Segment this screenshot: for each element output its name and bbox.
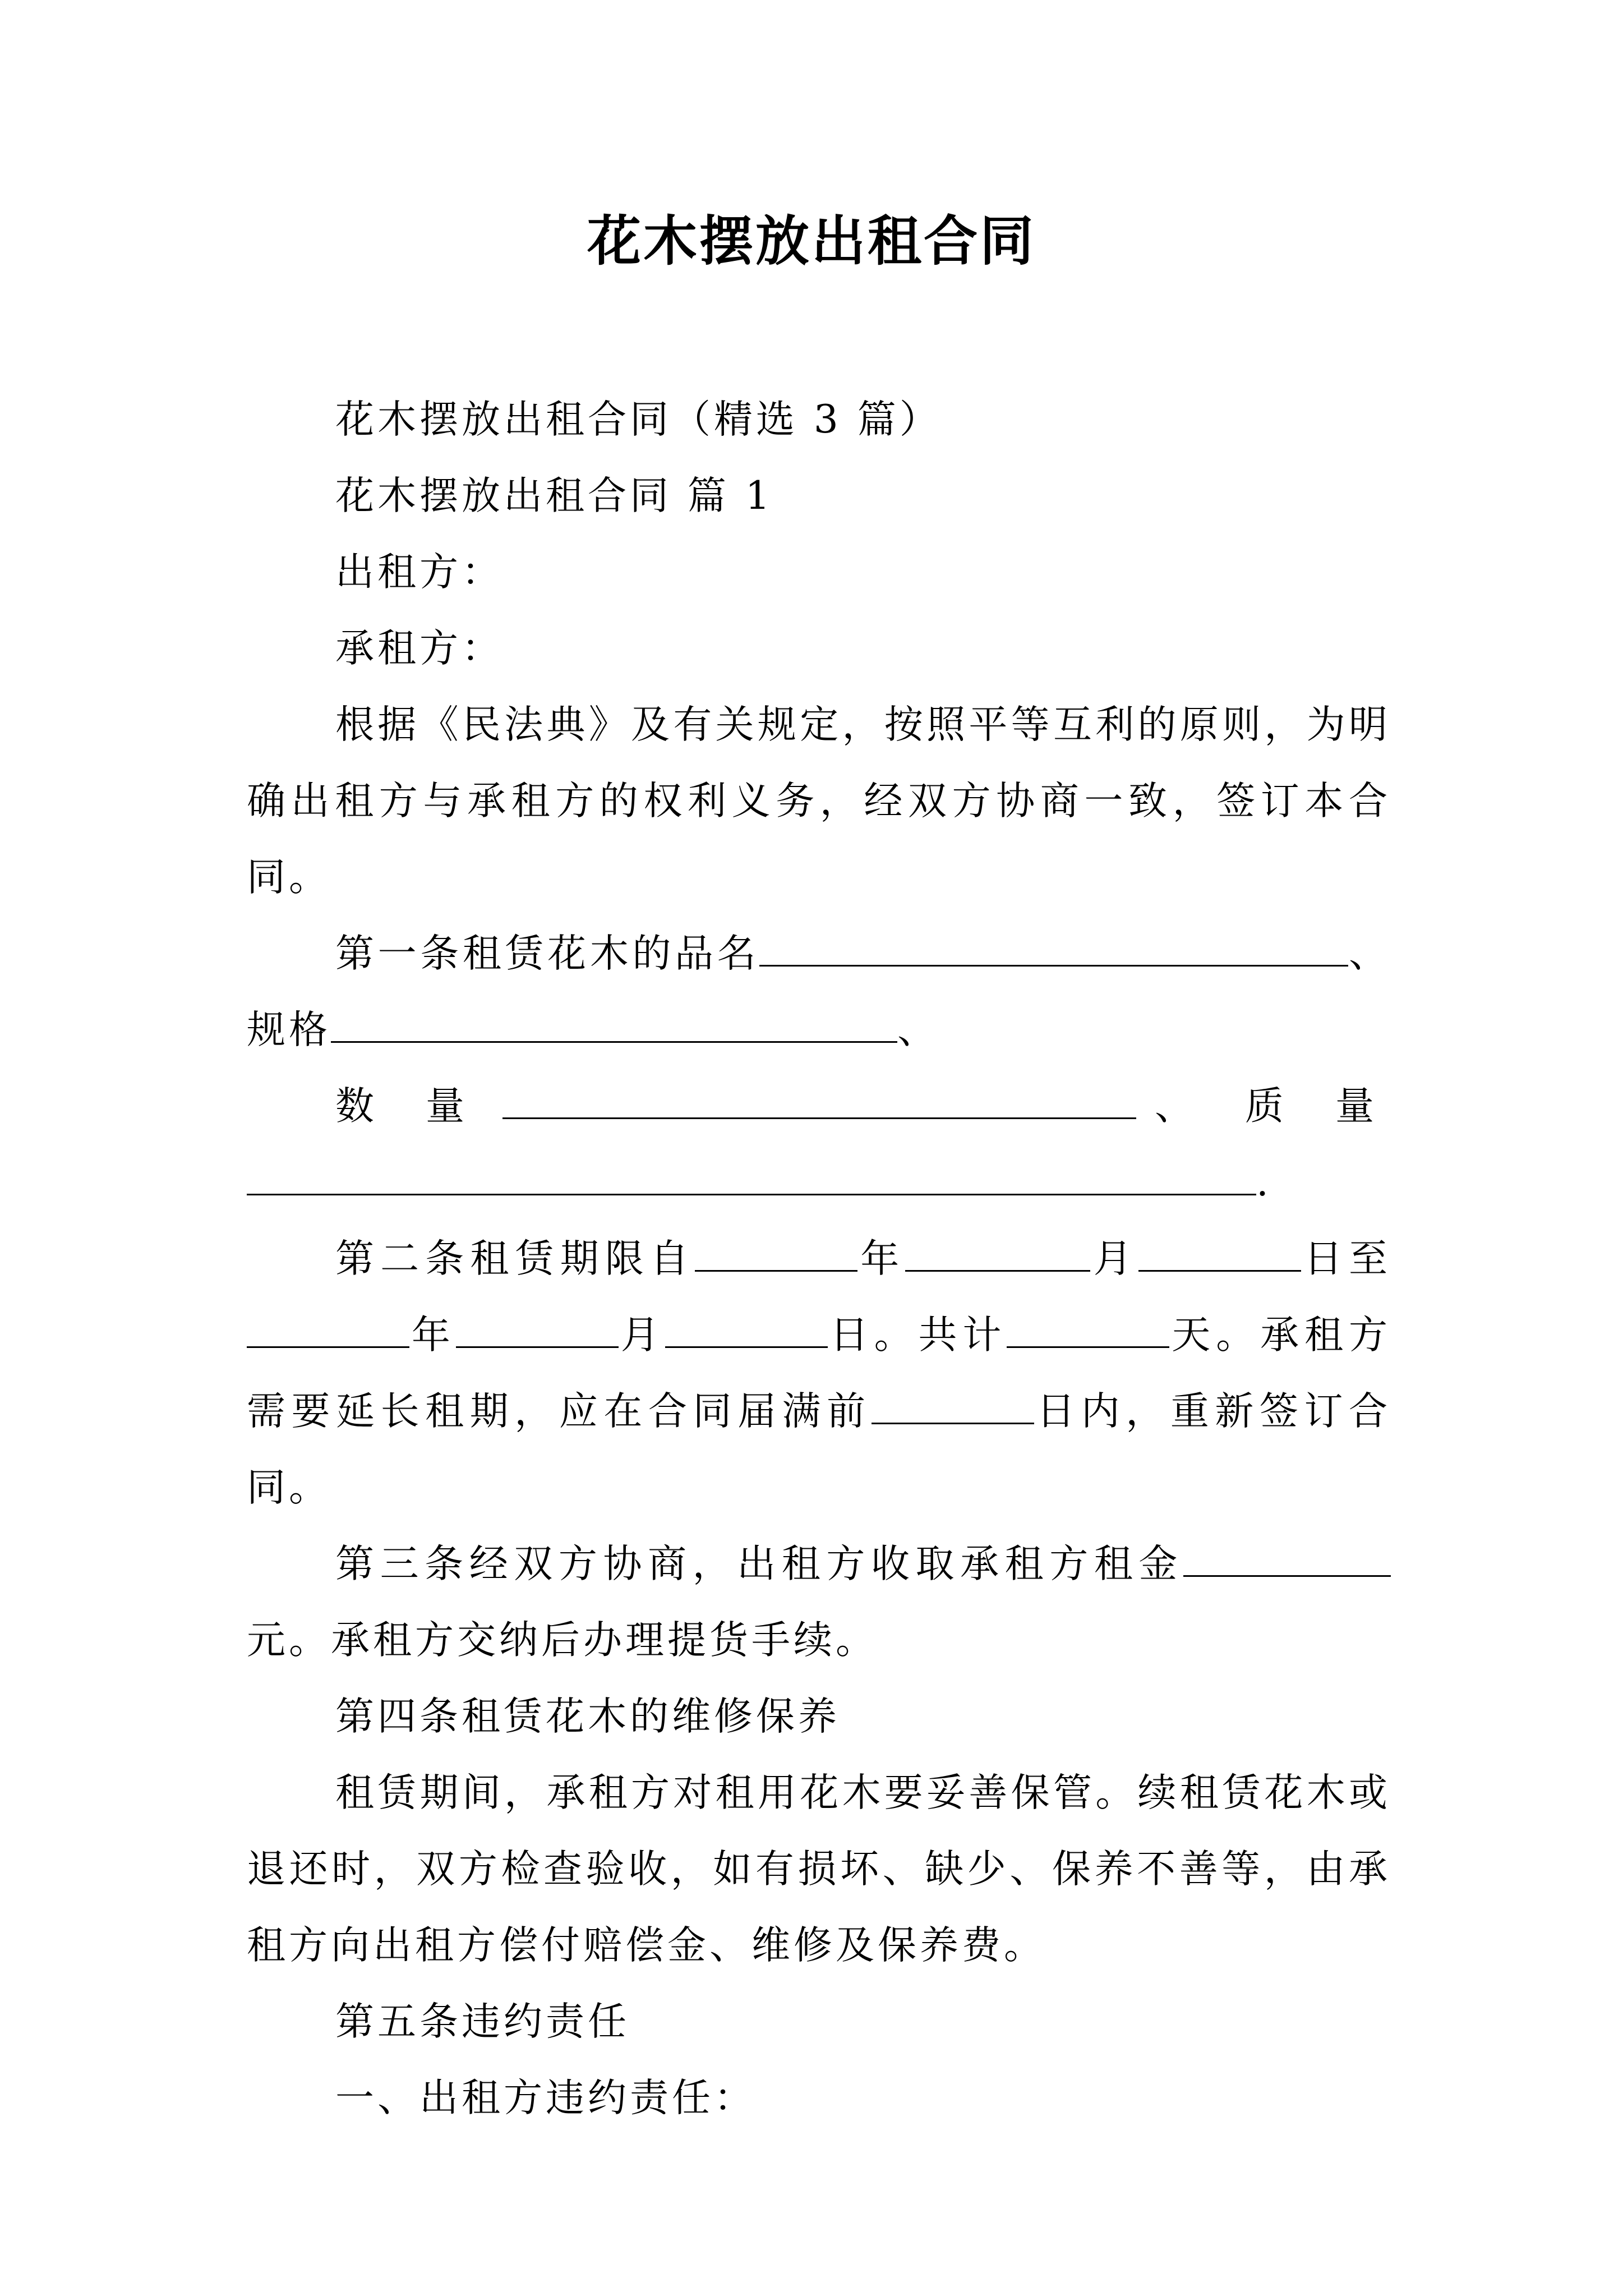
quality-label: 、 质 量 — [1154, 1084, 1391, 1129]
article-1-sep-1: 、 — [1348, 931, 1391, 976]
renewal-days-blank — [872, 1389, 1034, 1424]
article-5-item-1: 一、出租方违约责任： — [335, 2076, 756, 2120]
quantity-label: 数 量 — [335, 1084, 485, 1129]
day-to-label: 日至 — [1301, 1236, 1391, 1281]
document-body — [247, 381, 1391, 2136]
quality-end: . — [1256, 1160, 1272, 1205]
article-1-sep-2: 、 — [897, 1007, 939, 1052]
lessor-label: 出租方： — [335, 550, 504, 595]
document-title: 花木摆放出租合同 — [587, 209, 1036, 273]
article-2-paragraph — [247, 1221, 1391, 1526]
rent-blank — [1183, 1542, 1391, 1577]
article-3-paragraph — [247, 1526, 1391, 1678]
renewal-text: 日内，重新签订合同。 — [247, 1389, 1391, 1510]
quantity-blank — [502, 1084, 1136, 1119]
quality-blank — [247, 1160, 1256, 1195]
start-month-blank — [905, 1236, 1090, 1272]
end-year-blank — [247, 1313, 409, 1348]
subtitle-part-1: 花木摆放出租合同 篇 1 — [335, 473, 773, 518]
total-days-blank — [1007, 1313, 1169, 1348]
start-day-blank — [1138, 1236, 1301, 1272]
subtitle-selection: 花木摆放出租合同（精选 3 篇） — [335, 397, 942, 442]
month-label: 月 — [1090, 1236, 1138, 1281]
article-5-title: 第五条违约责任 — [335, 1999, 630, 2044]
end-day-blank — [665, 1313, 828, 1348]
article-3-end: 元。承租方交纳后办理提货手续。 — [247, 1618, 878, 1663]
article-1-qty-paragraph — [247, 1068, 1391, 1221]
extension-text: 天。承租方需要延长租期，应在合同届满前 — [247, 1313, 1391, 1434]
article-1-spec-label: 规格 — [247, 1007, 331, 1052]
name-blank — [759, 931, 1348, 967]
year-label: 年 — [857, 1236, 906, 1281]
article-4-body: 租赁期间，承租方对租用花木要妥善保管。续租赁花木或退还时，双方检查验收，如有损坏、缺少、保养不善等，由承租方向出租方偿付赔偿金、维修及保养费。 — [247, 1770, 1391, 1968]
end-month-label: 月 — [618, 1313, 665, 1358]
end-month-blank — [456, 1313, 619, 1348]
article-3-text: 第三条经双方协商，出租方收取承租方租金 — [335, 1542, 1183, 1586]
spec-blank — [331, 1007, 897, 1043]
end-year-label: 年 — [409, 1313, 456, 1358]
start-year-blank — [695, 1236, 857, 1272]
article-2-start: 第二条租赁期限自 — [335, 1236, 695, 1281]
total-label: 日。共计 — [827, 1313, 1007, 1358]
article-1-paragraph — [247, 915, 1391, 1068]
preamble-paragraph: 根据《民法典》及有关规定，按照平等互利的原则，为明确出租方与承租方的权利义务，经双方协商一致，签订本合同。 — [247, 702, 1391, 900]
article-1-name-label: 第一条租赁花木的品名 — [335, 931, 760, 976]
lessee-label: 承租方： — [335, 626, 504, 671]
article-4-title: 第四条租赁花木的维修保养 — [335, 1694, 840, 1739]
